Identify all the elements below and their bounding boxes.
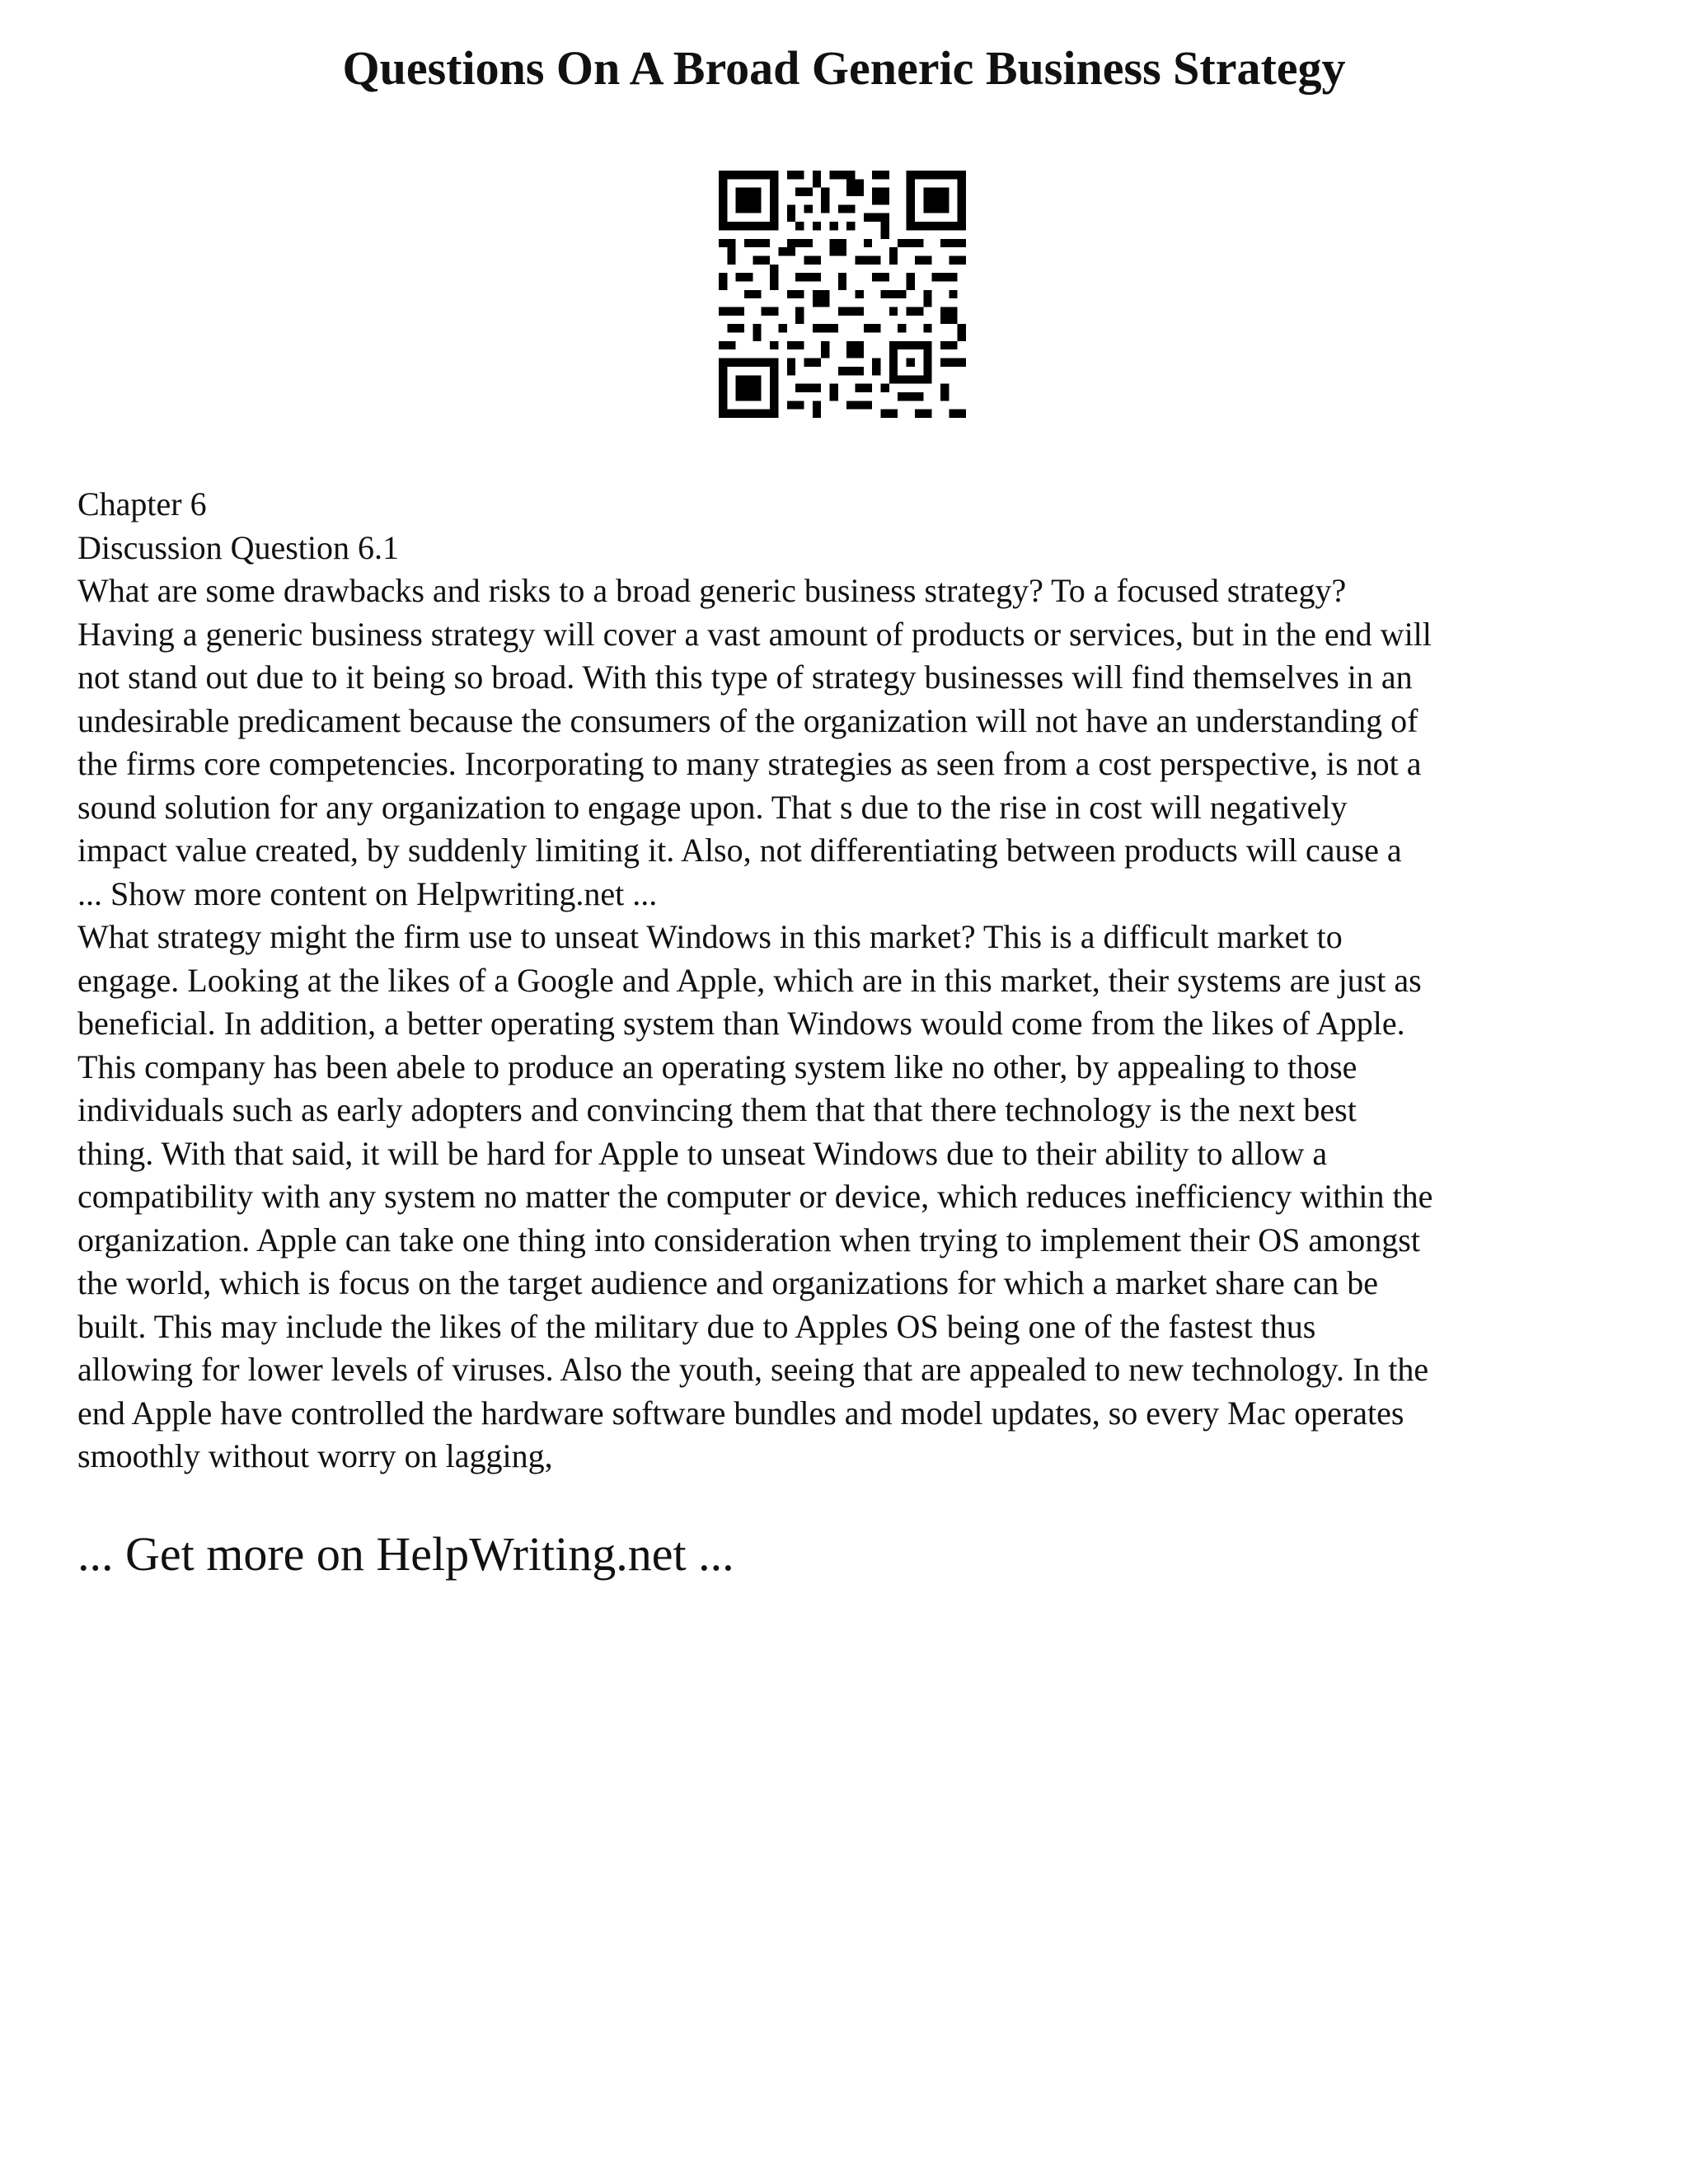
body-line: What strategy might the firm use to unseat Windows in this market? This is a difficult market to — [77, 918, 1343, 955]
body-line: individuals such as early adopters and convincing them that that there technology is the next best — [77, 1091, 1357, 1128]
body-line: sound solution for any organization to engage upon. That s due to the rise in cost will negatively — [77, 788, 1348, 826]
qr-code-icon — [719, 171, 966, 418]
show-more-link[interactable]: ... Show more content on Helpwriting.net ... — [77, 874, 658, 912]
body-line: smoothly without worry on lagging, — [77, 1437, 553, 1474]
body-line: impact value created, by suddenly limiting it. Also, not differentiating between products will cause a — [77, 832, 1402, 869]
get-more-link[interactable]: ... Get more on HelpWriting.net ... — [77, 1527, 734, 1581]
question-text: What are some drawbacks and risks to a broad generic business strategy? To a focused strategy? — [77, 572, 1347, 609]
body-line: compatibility with any system no matter the computer or device, which reduces inefficiency within the — [77, 1178, 1433, 1215]
body-line: Having a generic business strategy will cover a vast amount of products or services, but in the end will — [77, 615, 1432, 653]
body-line: thing. With that said, it will be hard for Apple to unseat Windows due to their ability to allow a — [77, 1134, 1328, 1172]
body-line: engage. Looking at the likes of a Google and Apple, which are in this market, their systems are just as — [77, 961, 1422, 999]
body-line: undesirable predicament because the consumers of the organization will not have an understanding of — [77, 701, 1418, 739]
body-line: end Apple have controlled the hardware software bundles and model updates, so every Mac operates — [77, 1394, 1404, 1432]
body-line: organization. Apple can take one thing into consideration when trying to implement their OS amongst — [77, 1221, 1420, 1258]
body-line: the world, which is focus on the target audience and organizations for which a market share can be — [77, 1264, 1378, 1301]
page-title: Questions On A Broad Generic Business Strategy — [342, 41, 1346, 95]
body-line: built. This may include the likes of the military due to Apples OS being one of the fastest thus — [77, 1307, 1316, 1345]
body-line: not stand out due to it being so broad. With this type of strategy businesses will find themselves in an — [77, 658, 1413, 696]
body-line: allowing for lower levels of viruses. Also the youth, seeing that are appealed to new technology. In the — [77, 1351, 1429, 1388]
body-text — [77, 483, 1627, 1479]
question-number: Discussion Question 6.1 — [77, 528, 399, 566]
chapter-heading: Chapter 6 — [77, 485, 207, 523]
body-line: the firms core competencies. Incorporating to many strategies as seen from a cost perspective, is not a — [77, 745, 1422, 782]
body-line: beneficial. In addition, a better operating system than Windows would come from the likes of Apple. — [77, 1005, 1405, 1042]
body-line: This company has been abele to produce an operating system like no other, by appealing to those — [77, 1047, 1357, 1085]
